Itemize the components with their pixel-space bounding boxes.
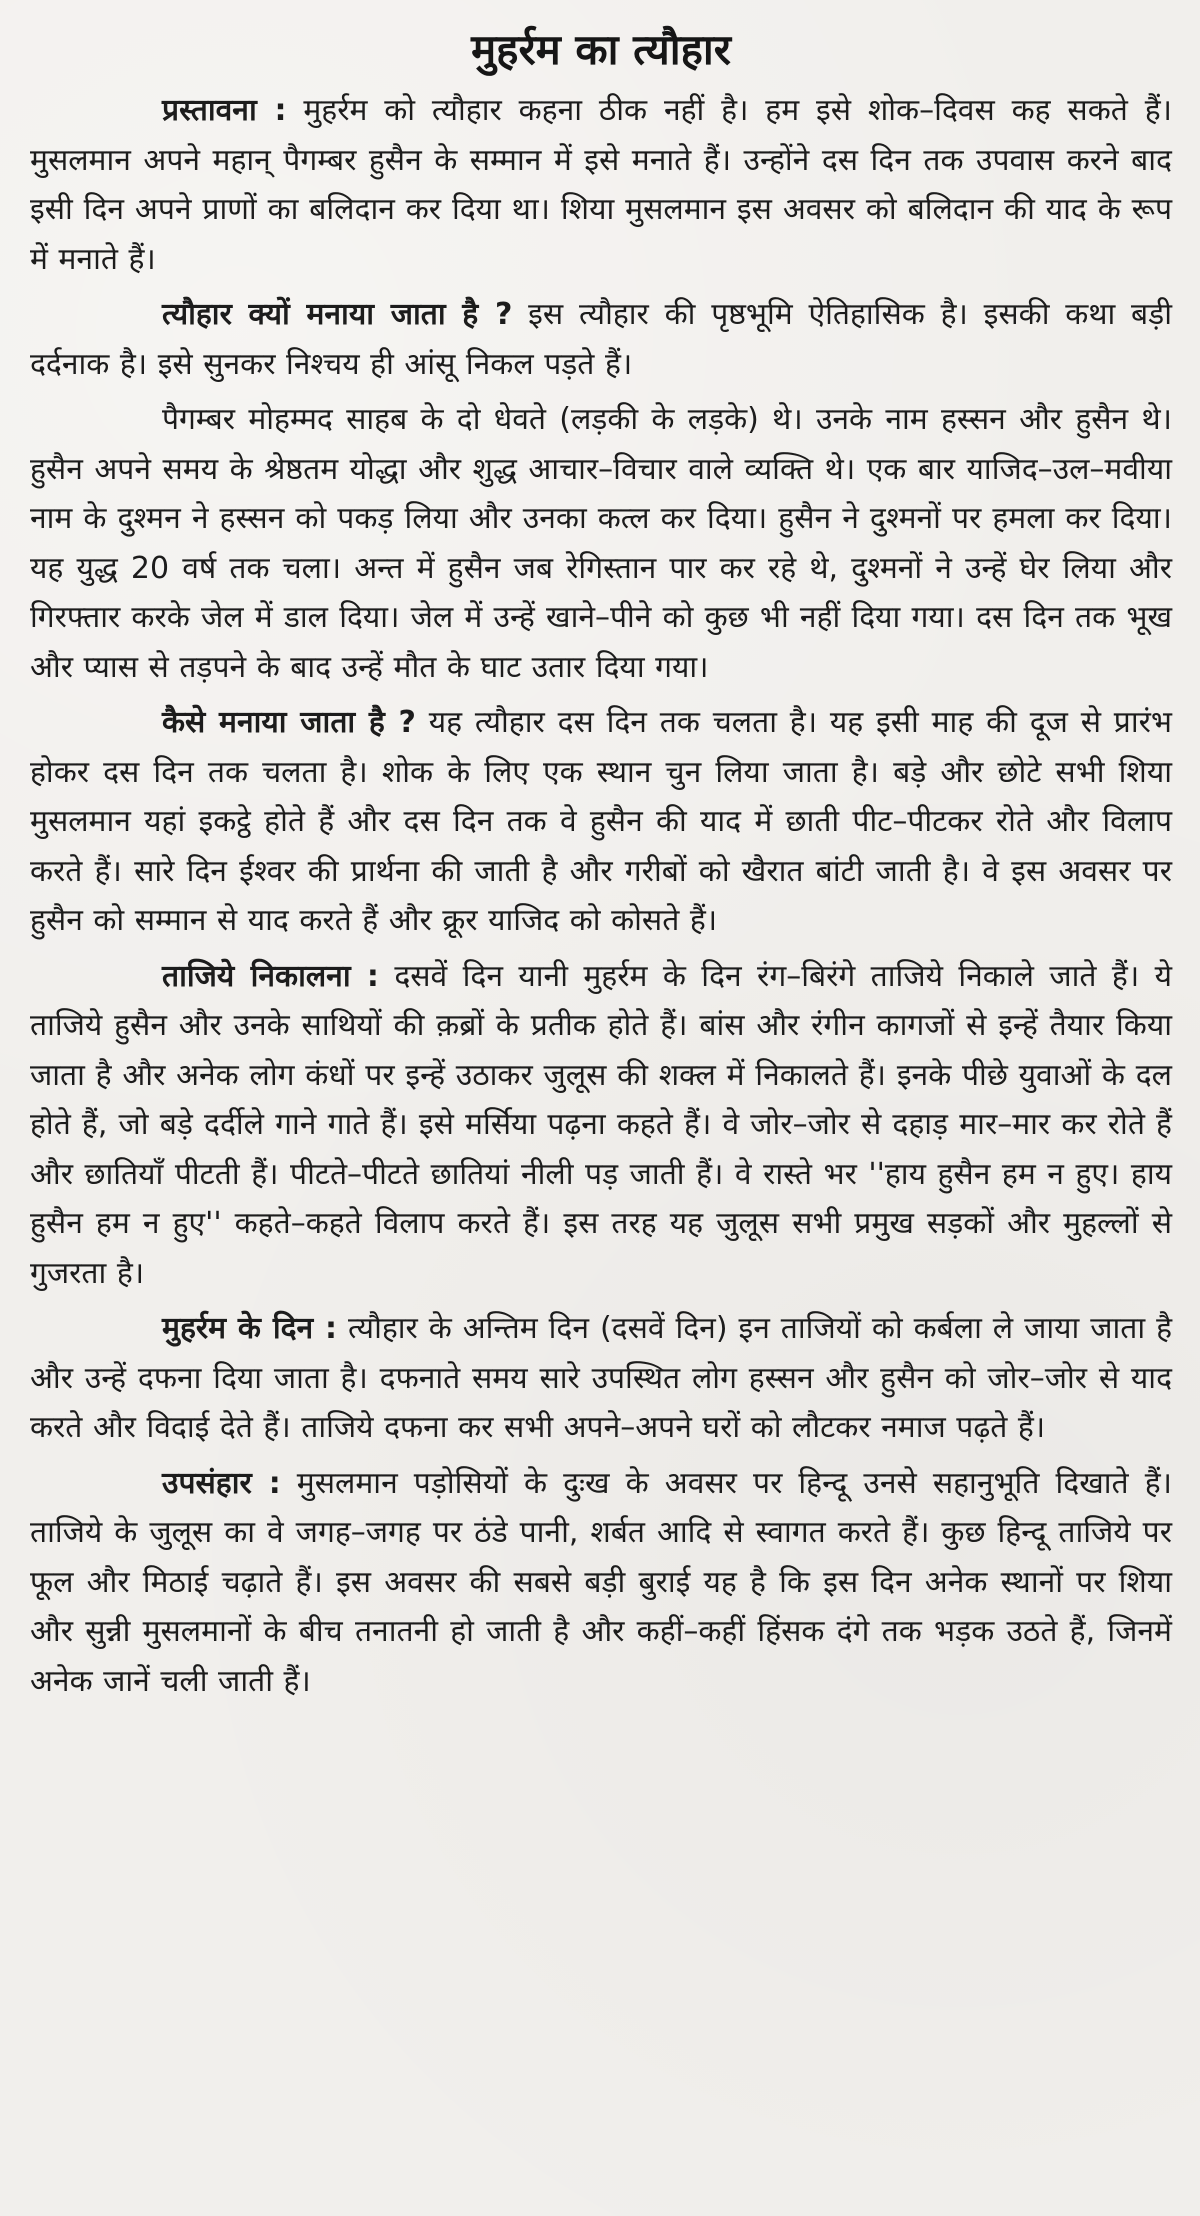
body-muharram-day: त्यौहार के अन्तिम दिन (दसवें दिन) इन ताजियों को कर्बला ले जाया जाता है और उन्हें दफना दिया जाता है। दफनाते समय सारे उपस्थित लोग हस्सन और हुसैन को जोर–जोर से याद करते और विदाई देते हैं। ताजिये दफना कर सभी अपने–अपने घरों को लौटकर नमाज पढ़ते हैं। [30,1311,1172,1445]
body-how-celebrated: यह त्यौहार दस दिन तक चलता है। यह इसी माह की दूज से प्रारंभ होकर दस दिन तक चलता है। शोक के लिए एक स्थान चुन लिया जाता है। बड़े और छोटे सभी शिया मुसलमान यहां इकट्ठे होते हैं और दस दिन तक वे हुसैन की याद में छाती पीट–पीटकर रोते और विलाप करते हैं। सारे दिन ईश्वर की प्रार्थना की जाती है और गरीबों को खैरात बांटी जाती है। वे इस अवसर पर हुसैन को सम्मान से याद करते हैं और क्रूर याजिद को कोसते हैं। [30,705,1172,938]
paragraph-conclusion [30,1459,1172,1707]
heading-tazia: ताजिये निकालना : [162,958,379,994]
heading-conclusion: उपसंहार : [162,1465,281,1501]
paragraph-history [30,395,1172,692]
body-introduction: मुहर्रम को त्यौहार कहना ठीक नहीं है। हम इसे शोक–दिवस कह सकते हैं। मुसलमान अपने महान् पैगम्बर हुसैन के सम्मान में इसे मनाते हैं। उन्होंने दस दिन तक उपवास करने बाद इसी दिन अपने प्राणों का बलिदान कर दिया था। शिया मुसलमान इस अवसर को बलिदान की याद के रूप में मनाते हैं। [30,93,1172,277]
paragraph-how-celebrated [30,698,1172,946]
body-tazia: दसवें दिन यानी मुहर्रम के दिन रंग–बिरंगे ताजिये निकाले जाते हैं। ये ताजिये हुसैन और उनके साथियों की क़ब्रों के प्रतीक होते हैं। बांस और रंगीन कागजों से इन्हें तैयार किया जाता है और अनेक लोग कंधों पर इन्हें उठाकर जुलूस की शक्ल में निकालते हैं। इनके पीछे युवाओं के दल होते हैं, जो बड़े दर्दीले गाने गाते हैं। इसे मर्सिया पढ़ना कहते हैं। वे जोर–जोर से दहाड़ मार–मार कर रोते हैं और छातियाँ पीटती हैं। पीटते–पीटते छातियां नीली पड़ जाती हैं। वे रास्ते भर ''हाय हुसैन हम न हुए। हाय हुसैन हम न हुए'' कहते–कहते विलाप करते हैं। इस तरह यह जुलूस सभी प्रमुख सड़कों और मुहल्लों से गुजरता है। [30,958,1172,1291]
heading-why-celebrated: त्यौहार क्यों मनाया जाता है ? [162,297,513,332]
heading-how-celebrated: कैसे मनाया जाता है ? [162,705,416,740]
page-title: मुहर्रम का त्यौहार [471,25,731,74]
body-why-celebrated: इस त्यौहार की पृष्ठभूमि ऐतिहासिक है। इसकी कथा बड़ी दर्दनाक है। इसे सुनकर निश्चय ही आंसू निकल पड़ते हैं। [30,297,1173,382]
paragraph-introduction [30,86,1172,284]
paragraph-tazia [30,952,1172,1299]
body-history: पैगम्बर मोहम्मद साहब के दो धेवते (लड़की के लड़के) थे। उनके नाम हस्सन और हुसैन थे। हुसैन अपने समय के श्रेष्ठतम योद्धा और शुद्ध आचार–विचार वाले व्यक्ति थे। एक बार याजिद–उल–मवीया नाम के दुश्मन ने हस्सन को पकड़ लिया और उनका कत्ल कर दिया। हुसैन ने दुश्मनों पर हमला कर दिया। यह युद्ध 20 वर्ष तक चला। अन्त में हुसैन जब रेगिस्तान पार कर रहे थे, दुश्मनों ने उन्हें घेर लिया और गिरफ्तार करके जेल में डाल दिया। जेल में उन्हें खाने–पीने को कुछ भी नहीं दिया गया। दस दिन तक भूख और प्यास से तड़पने के बाद उन्हें मौत के घाट उतार दिया गया। [30,402,1172,685]
heading-introduction: प्रस्तावना : [162,93,287,128]
body-conclusion: मुसलमान पड़ोसियों के दुःख के अवसर पर हिन्दू उनसे सहानुभूति दिखाते हैं। ताजिये के जुलूस का वे जगह–जगह पर ठंडे पानी, शर्बत आदि से स्वागत करते हैं। कुछ हिन्दू ताजिये पर फूल और मिठाई चढ़ाते हैं। इस अवसर की सबसे बड़ी बुराई यह है कि इस दिन अनेक स्थानों पर शिया और सुन्नी मुसलमानों के बीच तनातनी हो जाती है और कहीं–कहीं हिंसक दंगे तक भड़क उठते हैं, जिनमें अनेक जानें चली जाती हैं। [30,1465,1172,1699]
paragraph-muharram-day [30,1304,1172,1453]
paragraph-why-celebrated [30,290,1172,389]
heading-muharram-day: मुहर्रम के दिन : [162,1311,338,1346]
